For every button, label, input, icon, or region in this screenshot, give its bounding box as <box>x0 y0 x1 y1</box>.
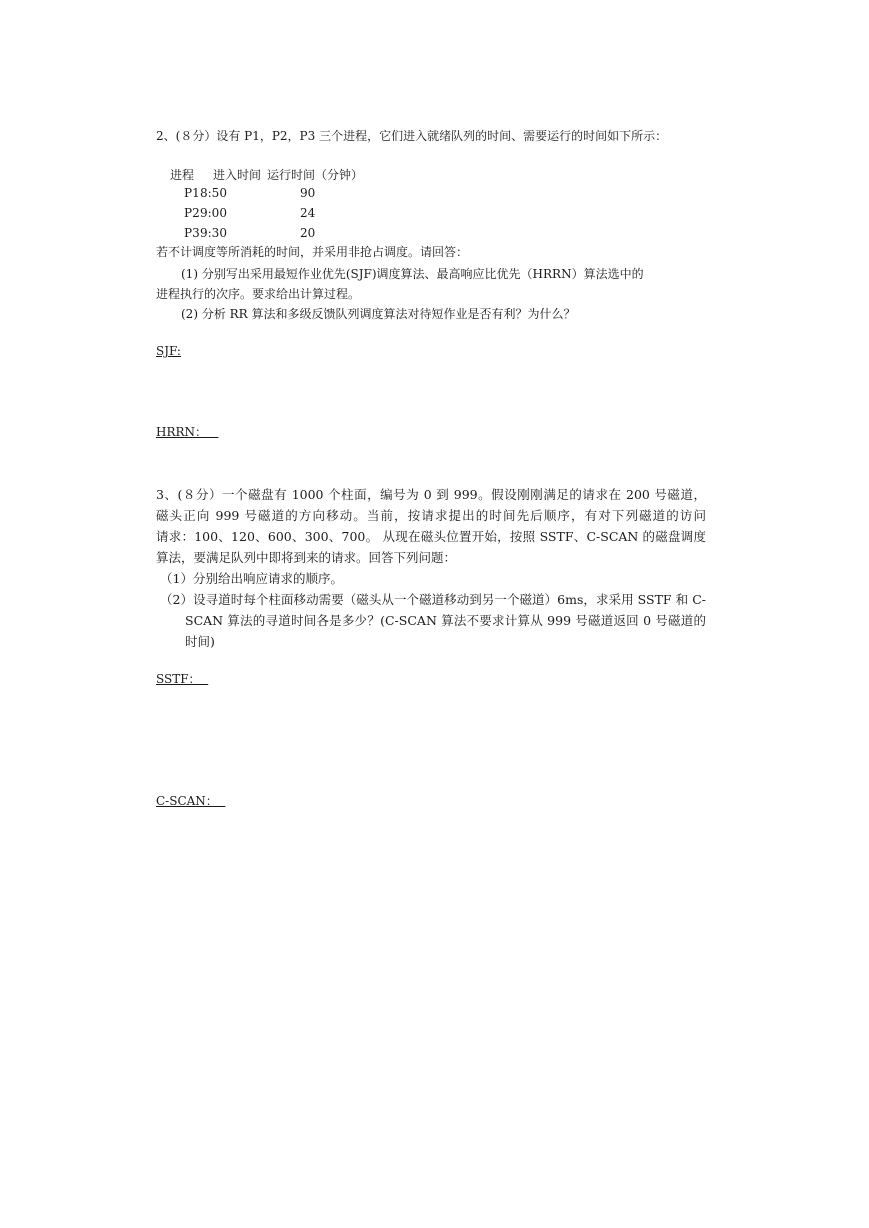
question3-subquestions <box>160 568 706 652</box>
question2-subquestion1: (1) 分别写出采用最短作业优先(SJF)调度算法、最高响应比优先（HRRN）算法选中的 <box>181 267 644 281</box>
question3-line: 磁头正向 999 号磁道的方向移动。当前，按请求提出的时间先后顺序，有对下列磁道的访问 <box>156 508 706 523</box>
question3-line: 算法，要满足队列中即将到来的请求。回答下列问题： <box>156 550 457 565</box>
question2-title: 2、(８分）设有 P1，P2，P3 三个进程，它们进入就绪队列的时间、需要运行的时间如下所示： <box>156 129 668 143</box>
question3-body <box>156 484 706 568</box>
process-name: P3 <box>184 226 200 240</box>
arrival-time: 9:30 <box>200 226 227 240</box>
run-time: 24 <box>300 206 316 220</box>
question3-subquestion2: （2）设寻道时每个柱面移动需要（磁头从一个磁道移动到另一个磁道）6ms，求采用 SSTF 和 C-SCAN 算法的寻道时间各是多少？(C-SCAN 算法不要求计算从 999 号磁道返回 0 号磁道的时间) <box>160 592 706 649</box>
question3-subquestion1: （1）分别给出响应请求的顺序。 <box>160 571 343 586</box>
arrival-time: 9:00 <box>200 206 227 220</box>
header-run-time: 运行时间（分钟） <box>267 168 364 182</box>
question2-description: 若不计调度等所消耗的时间，并采用非抢占调度。请回答： <box>156 245 469 259</box>
question3-line: 3、(８分）一个磁盘有 1000 个柱面，编号为 0 到 999。假设刚刚满足的请求在 200 号磁道， <box>156 487 706 502</box>
question2-subquestion1-continued: 进程执行的次序。要求给出计算过程。 <box>156 287 361 301</box>
run-time: 90 <box>300 186 316 200</box>
question3-line: 请求：100、120、600、300、700。 从现在磁头位置开始，按照 SSTF、C-SCAN 的磁盘调度 <box>156 529 706 544</box>
header-arrival-time: 进入时间 <box>213 168 262 182</box>
header-process: 进程 <box>170 168 195 182</box>
question2-subquestion2: (2) 分析 RR 算法和多级反馈队列调度算法对待短作业是否有利？为什么？ <box>181 307 576 321</box>
process-name: P1 <box>184 186 200 200</box>
run-time: 20 <box>300 226 316 240</box>
sstf-answer-label: SSTF： <box>156 672 209 686</box>
arrival-time: 8:50 <box>200 186 227 200</box>
process-name: P2 <box>184 206 200 220</box>
sjf-answer-label: SJF: <box>156 344 181 358</box>
hrrn-answer-label: HRRN： <box>156 425 219 439</box>
cscan-answer-label: C-SCAN： <box>156 794 226 808</box>
